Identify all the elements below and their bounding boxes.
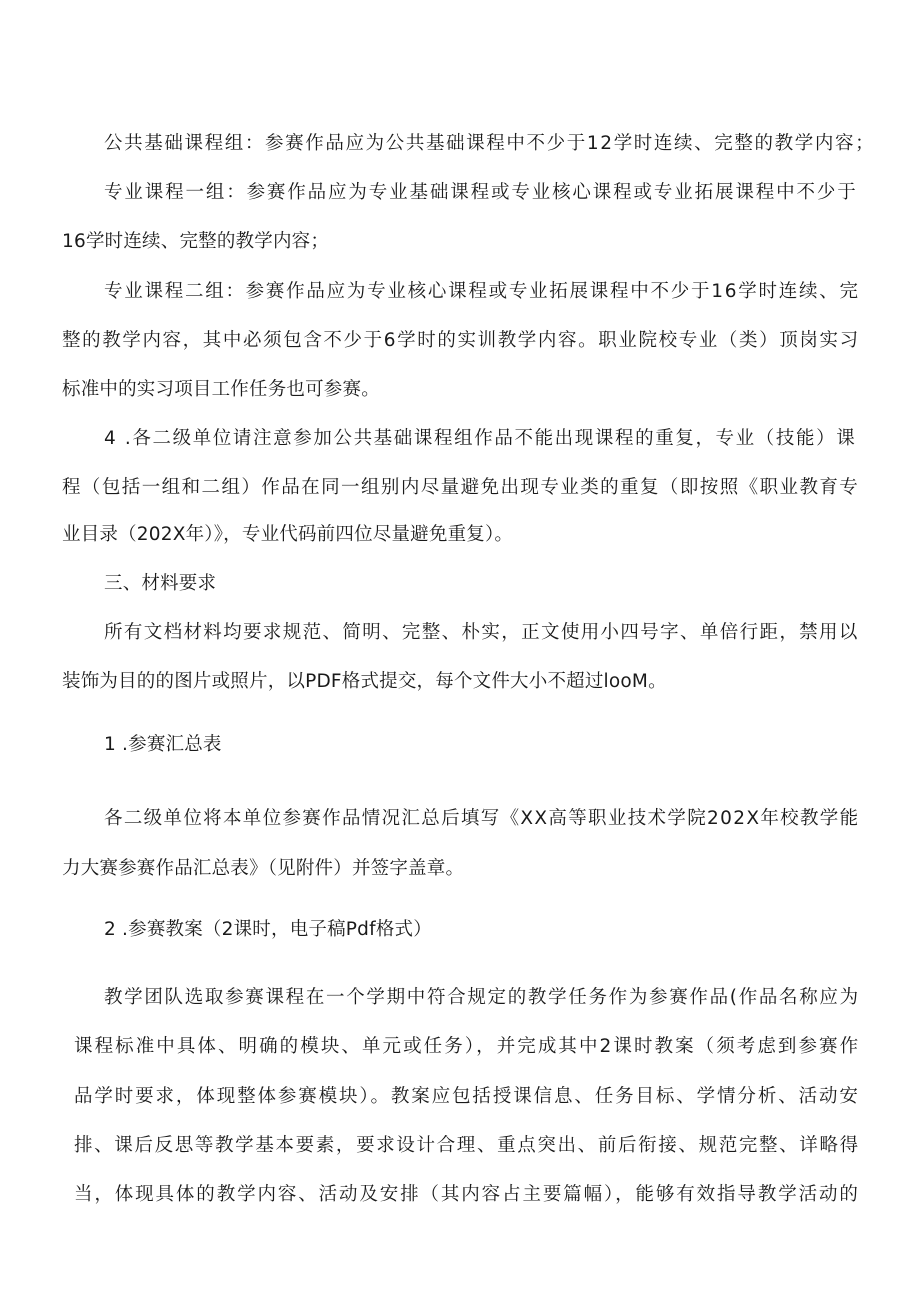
subheading-1: 1 .参赛汇总表 <box>104 734 222 755</box>
text-line-20: 排、课后反思等教学基本要素，要求设计合理、重点突出、前后衔接、规范完整、详略得 <box>74 1135 860 1156</box>
text-line-14: 各二级单位将本单位参赛作品情况汇总后填写《XX高等职业技术学院202X年校教学能 <box>104 808 860 829</box>
text-line-12: 装饰为目的的图片或照片，以PDF格式提交，每个文件大小不超过looM。 <box>62 671 667 692</box>
section-heading: 三、材料要求 <box>104 573 217 594</box>
text-line-3: 16学时连续、完整的教学内容； <box>62 231 330 252</box>
text-line-9: 业目录（202X年）》，专业代码前四位尽量避免重复）。 <box>62 524 514 545</box>
text-line-18: 课程标准中具体、明确的模块、单元或任务），并完成其中2课时教案（须考虑到参赛作 <box>74 1036 861 1057</box>
text-line-2: 专业课程一组：参赛作品应为专业基础课程或专业核心课程或专业拓展课程中不少于 <box>104 182 858 203</box>
text-line-21: 当，体现具体的教学内容、活动及安排（其内容占主要篇幅），能够有效指导教学活动的 <box>74 1184 860 1205</box>
text-line-17: 教学团队选取参赛课程在一个学期中符合规定的教学任务作为参赛作品(作品名称应为 <box>104 987 860 1008</box>
text-line-11: 所有文档材料均要求规范、简明、完整、朴实，正文使用小四号字、单倍行距，禁用以 <box>104 622 859 643</box>
text-line-6: 标准中的实习项目工作任务也可参赛。 <box>62 379 380 400</box>
text-line-19: 品学时要求，体现整体参赛模块）。教案应包括授课信息、任务目标、学情分析、活动安 <box>74 1086 860 1107</box>
text-line-4: 专业课程二组：参赛作品应为专业核心课程或专业拓展课程中不少于16学时连续、完 <box>104 281 860 302</box>
text-line-5: 整的教学内容，其中必须包含不少于6学时的实训教学内容。职业院校专业（类）顶岗实习 <box>62 330 860 351</box>
text-line-8: 程（包括一组和二组）作品在同一组别内尽量避免出现专业类的重复（即按照《职业教育专 <box>62 477 860 498</box>
subheading-2: 2 .参赛教案（2课时，电子稿Pdf格式） <box>104 919 432 940</box>
text-line-15: 力大赛参赛作品汇总表》（见附件）并签字盖章。 <box>62 858 465 879</box>
text-line-7: 4 .各二级单位请注意参加公共基础课程组作品不能出现课程的重复，专业（技能）课 <box>104 428 857 449</box>
text-line-1: 公共基础课程组：参赛作品应为公共基础课程中不少于12学时连续、完整的教学内容； <box>104 133 876 154</box>
